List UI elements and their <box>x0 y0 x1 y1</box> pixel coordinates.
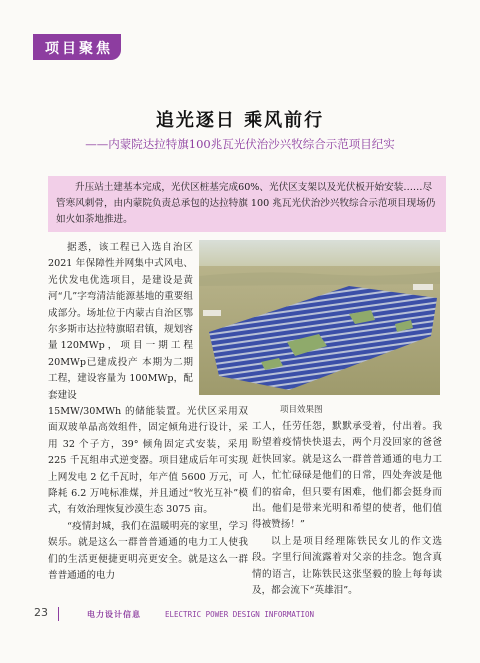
body-text-left-bottom <box>48 404 248 584</box>
paragraph: 工人，任劳任怨，默默承受着，付出着。我盼望着疫情快快退去，两个月没回家的爸爸赶快回家。就是这么一群普普通通的电力工人，忙忙碌碌是他们的日常，四处奔波是他们的宿命，但只要有困难，他们都会挺身而出。他们是带来光明和希望的使者，他们值得被赞扬！” <box>252 421 442 531</box>
journal-name-en: ELECTRIC POWER DESIGN INFORMATION <box>165 610 315 619</box>
paragraph: 以上是项目经理陈铁民女儿的作文选段。字里行间流露着对父亲的挂念。饱含真情的语言，让陈铁民这张坚毅的脸上每每读及，都会流下“英雄泪”。 <box>252 535 442 597</box>
project-rendering-image <box>199 240 440 395</box>
paragraph: 15MW/30MWh 的储能装置。光伏区采用双面双玻单晶高效组件，固定倾角进行设计，采用 32 个子方，39° 倾角固定式安装，采用 225 千瓦组串式逆变器。项目建成后年可实现上网发电 2 亿千瓦时，年产值 5600 万元，可降耗 6.2 万吨标准煤，并且通过“牧光互补”模式，有效治理恢复沙漠生态 3075 亩。 <box>48 406 248 516</box>
solar-farm-illustration <box>199 240 440 395</box>
body-text-left-top <box>48 240 193 404</box>
paragraph: 据悉，该工程已入选自治区 2021 年保障性并网集中式风电、光伏发电优选项目，是建设是黄河“几”字弯清洁能源基地的重要组成部分。场址位于内蒙古自治区鄂尔多斯市达拉特旗昭君镇，规划容量120MWp，项目一期工程 20MWp已建成投产 本期为二期工程，建设容量为 100MWp，配套建设 <box>48 242 193 401</box>
page-number: 23 <box>34 606 48 619</box>
section-label: 项目聚焦 <box>45 41 113 57</box>
journal-name-cn: 电力设计信息 <box>87 610 141 619</box>
paragraph: “疫情封城，我们在温暖明亮的家里，学习娱乐。就是这么一群普普通通的电力工人使我们的生活更便捷更明亮更安全。就是这么一群普普通通的电力 <box>48 520 248 582</box>
figure-caption: 项目效果图 <box>280 405 323 415</box>
summary-box: 升压站土建基本完成，光伏区桩基完成60%、光伏区支架以及光伏板开始安装……尽管寒风刺骨，由内蒙院负责总承包的达拉特旗 100 兆瓦光伏治沙兴牧综合示范项目现场仍如火如荼地推进。 <box>48 176 446 232</box>
body-text-right <box>252 419 442 599</box>
section-tab <box>33 34 121 60</box>
footer-divider <box>58 607 59 621</box>
article-title: 追光逐日 乘风前行 <box>155 110 325 131</box>
article-subtitle: ——内蒙院达拉特旗100兆瓦光伏治沙兴牧综合示范项目纪实 <box>85 137 395 151</box>
